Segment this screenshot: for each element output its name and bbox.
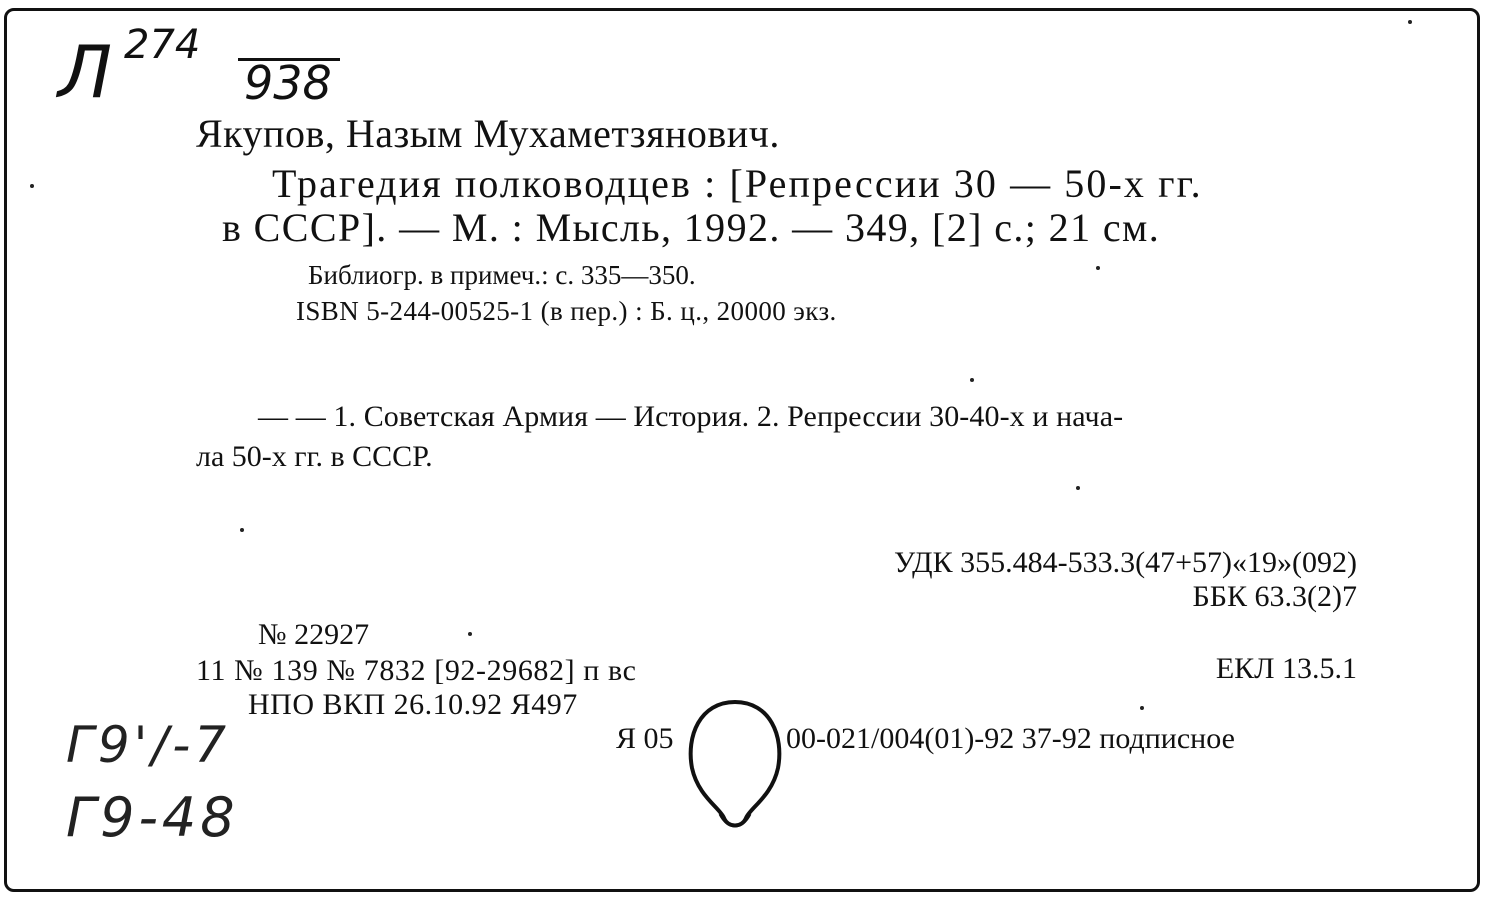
code-left: Я 05 [616, 722, 674, 755]
udk-code: УДК 355.484-533.3(47+57)«19»(092) [893, 546, 1357, 579]
npo-line: НПО ВКП 26.10.92 Я497 [248, 688, 578, 721]
speck [1076, 486, 1080, 490]
speck [970, 378, 974, 382]
author-heading: Якупов, Назым Мухаметзянович. [196, 111, 780, 156]
order-line: 11 № 139 № 7832 [92-29682] п вс [196, 654, 637, 687]
isbn-note: ISBN 5-244-00525-1 (в пер.) : Б. ц., 20000 экз. [296, 296, 837, 326]
punch-hole-outline [680, 696, 790, 846]
speck [1140, 706, 1144, 710]
subjects-line-2: ла 50-х гг. в СССР. [196, 440, 433, 473]
bibliography-note: Библиогр. в примеч.: с. 335—350. [308, 260, 696, 290]
speck [1096, 266, 1100, 270]
speck [468, 632, 472, 636]
ekl-code: ЕКЛ 13.5.1 [1215, 652, 1357, 685]
call-number-subscript: 938 [238, 58, 340, 105]
bbk-code: ББК 63.3(2)7 [1192, 580, 1357, 613]
speck [240, 528, 244, 532]
handwritten-code-2: Г9-48 [66, 786, 239, 849]
call-number-letter: Л [58, 30, 113, 114]
subjects-line-1: — — 1. Советская Армия — История. 2. Репрессии 30-40-х и нача- [258, 400, 1124, 433]
code-right: 00-021/004(01)-92 37-92 подписное [786, 722, 1235, 755]
speck [30, 184, 34, 188]
title-line-2 [222, 204, 1362, 251]
title-line-2-text: в СССР]. — М. : Мысль, 1992. — 349, [2] с.; 21 см. [222, 205, 1161, 250]
title-line-1-text: Трагедия полководцев : [Репрессии 30 — 50-х гг. [272, 161, 1203, 206]
speck [1408, 20, 1412, 24]
card-number: № 22927 [258, 618, 370, 651]
title-line-1 [272, 160, 1362, 207]
handwritten-code-1: Г9'/-7 [66, 716, 231, 774]
call-number-superscript: 274 [124, 22, 201, 68]
